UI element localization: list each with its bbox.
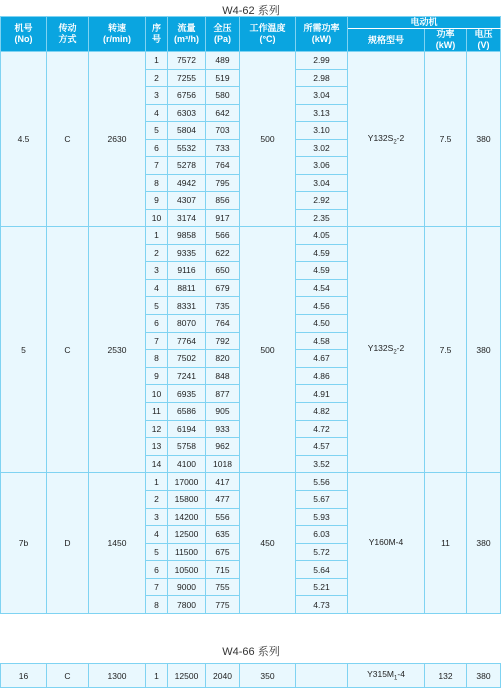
cell-pressure: 489 <box>206 52 240 70</box>
cell-seq: 10 <box>146 385 168 403</box>
cell-flow: 5804 <box>168 122 206 140</box>
cell-drive: C <box>47 227 89 473</box>
cell-power-required: 4.72 <box>296 420 348 438</box>
cell-power-required: 5.64 <box>296 561 348 579</box>
cell-voltage: 380 <box>467 52 501 227</box>
cell-pressure: 775 <box>206 596 240 614</box>
cell-seq: 9 <box>146 367 168 385</box>
w4-62-series-title: W4-62 系列 <box>222 5 280 17</box>
cell-pressure: 764 <box>206 314 240 332</box>
cell-seq: 1 <box>146 227 168 245</box>
table-row <box>1 664 501 688</box>
cell-pressure: 580 <box>206 87 240 105</box>
cell-seq: 4 <box>146 526 168 544</box>
cell-power-required: 5.67 <box>296 490 348 508</box>
cell-flow: 9000 <box>168 578 206 596</box>
cell-motor-power: 7.5 <box>425 52 467 227</box>
header-temp: 工作温度 (°C) <box>240 17 296 52</box>
cell-pressure: 566 <box>206 227 240 245</box>
cell-pressure: 622 <box>206 244 240 262</box>
cell-power-required: 4.86 <box>296 367 348 385</box>
cell-power-required: 4.67 <box>296 350 348 368</box>
header-pressure: 全压 (Pa) <box>206 17 240 52</box>
cell-seq: 6 <box>146 139 168 157</box>
cell-temp: 500 <box>240 227 296 473</box>
header-motor-power: 功率 (kW) <box>425 29 467 52</box>
cell-power-required: 4.56 <box>296 297 348 315</box>
cell-flow: 7800 <box>168 596 206 614</box>
cell-power-required: 3.10 <box>296 122 348 140</box>
header-power-required: 所需功率 (kW) <box>296 17 348 52</box>
cell-pressure: 715 <box>206 561 240 579</box>
cell-model: $Y132S_2-2$ <box>348 227 425 473</box>
header-no: 机号 (No) <box>1 17 47 52</box>
cell-voltage: 380 <box>467 664 501 688</box>
cell-seq: 1 <box>146 664 168 688</box>
w4-66-spec-table <box>0 663 501 688</box>
cell-flow: 6303 <box>168 104 206 122</box>
cell-seq: 7 <box>146 332 168 350</box>
header-seq: 序 号 <box>146 17 168 52</box>
cell-seq: 9 <box>146 192 168 210</box>
cell-motor-power: 7.5 <box>425 227 467 473</box>
cell-flow: 6194 <box>168 420 206 438</box>
cell-pressure: 735 <box>206 297 240 315</box>
cell-seq: 6 <box>146 561 168 579</box>
cell-seq: 2 <box>146 69 168 87</box>
w4-66-body <box>1 664 501 688</box>
w4-66-series-title: W4-66 系列 <box>222 646 280 658</box>
cell-speed: 1300 <box>89 664 146 688</box>
cell-speed: 1450 <box>89 473 146 614</box>
cell-power-required: 2.92 <box>296 192 348 210</box>
cell-no: 5 <box>1 227 47 473</box>
table-row <box>1 52 501 70</box>
cell-flow: 8811 <box>168 279 206 297</box>
cell-seq: 8 <box>146 350 168 368</box>
cell-power-required <box>296 664 348 688</box>
cell-seq: 5 <box>146 122 168 140</box>
cell-power-required: 4.05 <box>296 227 348 245</box>
cell-seq: 4 <box>146 279 168 297</box>
cell-seq: 5 <box>146 543 168 561</box>
cell-drive: C <box>47 664 89 688</box>
cell-pressure: 675 <box>206 543 240 561</box>
cell-flow: 8331 <box>168 297 206 315</box>
cell-flow: 14200 <box>168 508 206 526</box>
cell-seq: 7 <box>146 157 168 175</box>
cell-seq: 3 <box>146 87 168 105</box>
header-flow: 流量 (m³/h) <box>168 17 206 52</box>
cell-power-required: 4.50 <box>296 314 348 332</box>
cell-power-required: 4.82 <box>296 402 348 420</box>
cell-pressure: 519 <box>206 69 240 87</box>
cell-power-required: 3.06 <box>296 157 348 175</box>
w4-62-spec-table <box>0 16 501 614</box>
cell-pressure: 820 <box>206 350 240 368</box>
header-speed: 转速 (r/min) <box>89 17 146 52</box>
cell-flow: 7241 <box>168 367 206 385</box>
table-row <box>1 227 501 245</box>
cell-speed: 2530 <box>89 227 146 473</box>
cell-power-required: 4.59 <box>296 244 348 262</box>
cell-power-required: 2.98 <box>296 69 348 87</box>
cell-flow: 6586 <box>168 402 206 420</box>
header-motor: 电动机 <box>348 17 501 29</box>
cell-flow: 4100 <box>168 455 206 473</box>
cell-pressure: 642 <box>206 104 240 122</box>
cell-power-required: 3.13 <box>296 104 348 122</box>
cell-pressure: 417 <box>206 473 240 491</box>
cell-no: 7b <box>1 473 47 614</box>
cell-pressure: 556 <box>206 508 240 526</box>
cell-motor-power: 11 <box>425 473 467 614</box>
cell-flow: 17000 <box>168 473 206 491</box>
cell-power-required: 4.57 <box>296 438 348 456</box>
cell-flow: 7764 <box>168 332 206 350</box>
cell-pressure: 755 <box>206 578 240 596</box>
cell-seq: 8 <box>146 596 168 614</box>
cell-seq: 3 <box>146 508 168 526</box>
cell-drive: D <box>47 473 89 614</box>
cell-flow: 6756 <box>168 87 206 105</box>
cell-power-required: 3.52 <box>296 455 348 473</box>
cell-pressure: 795 <box>206 174 240 192</box>
cell-seq: 11 <box>146 402 168 420</box>
cell-flow: 12500 <box>168 526 206 544</box>
cell-power-required: 5.21 <box>296 578 348 596</box>
table-body <box>1 52 501 614</box>
cell-flow: 7255 <box>168 69 206 87</box>
cell-model: $Y315M_1-4$ <box>348 664 425 688</box>
cell-power-required: 5.56 <box>296 473 348 491</box>
cell-seq: 6 <box>146 314 168 332</box>
header-drive: 传动 方式 <box>47 17 89 52</box>
cell-flow: 5758 <box>168 438 206 456</box>
cell-seq: 14 <box>146 455 168 473</box>
cell-drive: C <box>47 52 89 227</box>
cell-power-required: 6.03 <box>296 526 348 544</box>
cell-seq: 1 <box>146 52 168 70</box>
cell-flow: 4307 <box>168 192 206 210</box>
cell-seq: 2 <box>146 244 168 262</box>
cell-power-required: 3.04 <box>296 87 348 105</box>
cell-pressure: 679 <box>206 279 240 297</box>
cell-power-required: 5.93 <box>296 508 348 526</box>
cell-flow: 10500 <box>168 561 206 579</box>
cell-pressure: 477 <box>206 490 240 508</box>
cell-seq: 4 <box>146 104 168 122</box>
cell-power-required: 4.91 <box>296 385 348 403</box>
cell-motor-power: 132 <box>425 664 467 688</box>
cell-voltage: 380 <box>467 473 501 614</box>
cell-flow: 7502 <box>168 350 206 368</box>
cell-power-required: 3.04 <box>296 174 348 192</box>
cell-flow: 11500 <box>168 543 206 561</box>
cell-power-required: 2.35 <box>296 209 348 227</box>
cell-power-required: 4.73 <box>296 596 348 614</box>
cell-seq: 2 <box>146 490 168 508</box>
header-voltage: 电压 (V) <box>467 29 501 52</box>
cell-pressure: 905 <box>206 402 240 420</box>
cell-temp: 350 <box>240 664 296 688</box>
cell-flow: 8070 <box>168 314 206 332</box>
cell-flow: 5532 <box>168 139 206 157</box>
cell-flow: 4942 <box>168 174 206 192</box>
cell-seq: 3 <box>146 262 168 280</box>
cell-power-required: 4.58 <box>296 332 348 350</box>
cell-no: 16 <box>1 664 47 688</box>
cell-power-required: 3.02 <box>296 139 348 157</box>
cell-pressure: 650 <box>206 262 240 280</box>
cell-power-required: 4.54 <box>296 279 348 297</box>
cell-pressure: 792 <box>206 332 240 350</box>
cell-no: 4.5 <box>1 52 47 227</box>
cell-pressure: 933 <box>206 420 240 438</box>
cell-flow: 5278 <box>168 157 206 175</box>
cell-seq: 12 <box>146 420 168 438</box>
cell-pressure: 764 <box>206 157 240 175</box>
cell-pressure: 962 <box>206 438 240 456</box>
cell-pressure: 703 <box>206 122 240 140</box>
cell-pressure: 635 <box>206 526 240 544</box>
cell-flow: 9858 <box>168 227 206 245</box>
cell-pressure: 2040 <box>206 664 240 688</box>
cell-flow: 9116 <box>168 262 206 280</box>
cell-flow: 12500 <box>168 664 206 688</box>
cell-flow: 6935 <box>168 385 206 403</box>
cell-pressure: 877 <box>206 385 240 403</box>
cell-temp: 500 <box>240 52 296 227</box>
cell-pressure: 917 <box>206 209 240 227</box>
cell-pressure: 1018 <box>206 455 240 473</box>
cell-seq: 13 <box>146 438 168 456</box>
cell-seq: 5 <box>146 297 168 315</box>
cell-model: $Y132S_2-2$ <box>348 52 425 227</box>
cell-seq: 10 <box>146 209 168 227</box>
cell-model: Y160M-4 <box>348 473 425 614</box>
table-header <box>1 17 501 52</box>
header-model: 规格型号 <box>348 29 425 52</box>
cell-power-required: 5.72 <box>296 543 348 561</box>
table-row <box>1 473 501 491</box>
cell-pressure: 856 <box>206 192 240 210</box>
cell-flow: 7572 <box>168 52 206 70</box>
cell-seq: 8 <box>146 174 168 192</box>
cell-flow: 3174 <box>168 209 206 227</box>
cell-speed: 2630 <box>89 52 146 227</box>
cell-flow: 15800 <box>168 490 206 508</box>
cell-flow: 9335 <box>168 244 206 262</box>
cell-power-required: 2.99 <box>296 52 348 70</box>
cell-voltage: 380 <box>467 227 501 473</box>
cell-temp: 450 <box>240 473 296 614</box>
cell-seq: 1 <box>146 473 168 491</box>
cell-pressure: 848 <box>206 367 240 385</box>
cell-pressure: 733 <box>206 139 240 157</box>
cell-seq: 7 <box>146 578 168 596</box>
cell-power-required: 4.59 <box>296 262 348 280</box>
